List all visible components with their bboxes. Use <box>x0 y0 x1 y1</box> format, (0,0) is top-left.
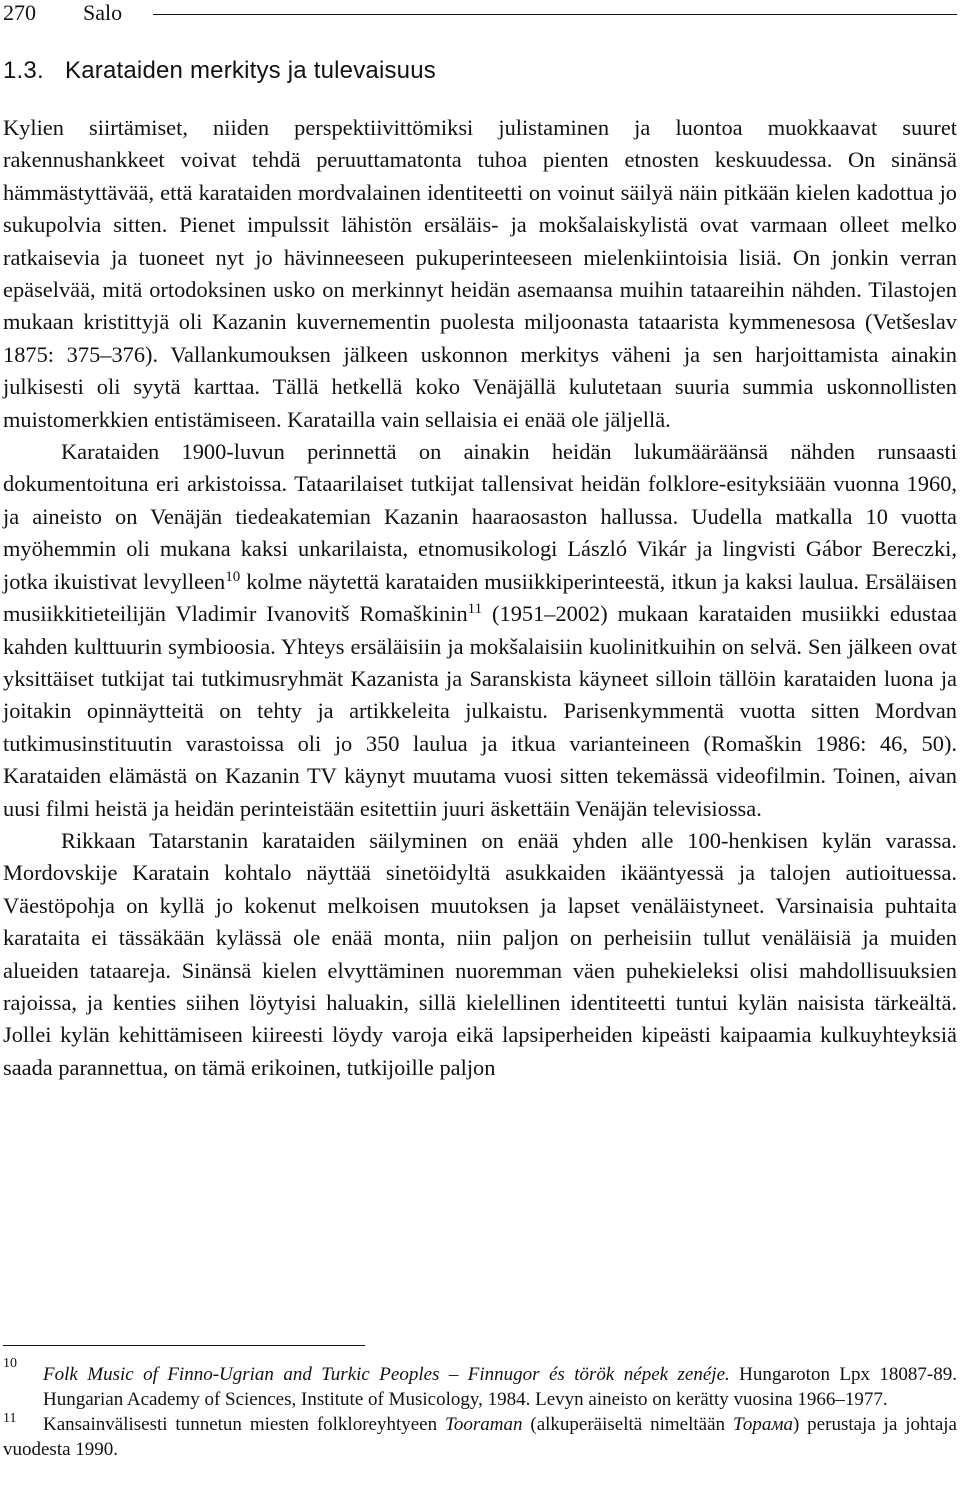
section-heading <box>3 56 953 86</box>
footnote-11: 11 Kansainvälisesti tunnetun miesten folkloreyhtyeen Tooraman (alkuperäiseltä nimeltään Торама) perustaja ja johtaja vuodesta 1990. <box>3 1411 957 1460</box>
running-head-author: Salo <box>83 0 123 25</box>
footnote-11-italic-b: Торама <box>732 1414 793 1435</box>
footnote-11-text-a: Kansainvälisesti tunnetun miesten folkloreyhtyeen <box>43 1414 446 1435</box>
footnote-ref-10[interactable]: 10 <box>225 568 241 585</box>
footnotes <box>3 1356 957 1462</box>
section-number: 1.3. <box>3 57 44 84</box>
footnote-10-text: Hungaroton Lpx 18087-89. Hungarian Academy of Sciences, Institute of Musicology, 1984. Levyn aineisto on kerätty vuosina 1966–1977. <box>43 1364 957 1410</box>
running-head <box>3 0 957 30</box>
footnote-10: 10 Folk Music of Finno-Ugrian and Turkic Peoples – Finnugor és török népek zenéje. Hungaroton Lpx 18087-89. Hungarian Academy of Sciences, Institute of Musicology, 1984. Levyn aineisto on kerätty vuosina 1966–1977. <box>3 1356 957 1410</box>
footnote-separator <box>3 1345 365 1346</box>
paragraph-1-text: Kylien siirtämiset, niiden perspektiivittömiksi julistaminen ja luontoa muokkaavat suuret rakennushankkeet voivat tehdä peruuttamatonta tuhoa pienten etnosten keskuudessa. On sinänsä hämmästyttävää, että karataiden mordvalainen identiteetti on voinut säilyä näin pitkään kielen kadottua jo sukupolvia sitten. Pienet impulssit lähistön ersäläis- ja mokšalaiskylistä ovat varmaan olleet melko ratkaisevia ja tuoneet nyt jo hävinneeseen pukuperinteeseen mielenkiintoisia lisiä. On jonkin verran epäselvää, mitä ortodoksinen usko on merkinnyt heidän asemaansa muihin tataareihin nähden. Tilastojen mukaan kristittyjä oli Kazanin kuvernementin puolesta miljoonasta tataarista kymmenesosa (Vetšeslav 1875: 375–376). Vallankumouksen jälkeen uskonnon merkitys väheni ja sen harjoittamista ainakin julkisesti oli syytä karttaa. Tällä hetkellä koko Venäjällä kulutetaan suuria summia uskonnollisten muistomerkkien entistämiseen. Karatailla vain sellaisia ei enää ole jäljellä. <box>3 115 957 432</box>
footnote-11-text-b: (alkuperäiseltä nimeltään <box>522 1414 733 1435</box>
paragraph-3 <box>3 825 957 1084</box>
body-text <box>3 112 957 1084</box>
footnote-10-italic: Folk Music of Finno-Ugrian and Turkic Peoples – Finnugor és török népek zenéje. <box>43 1364 730 1385</box>
paragraph-2-text-a: Karataiden 1900-luvun perinnettä on ainakin heidän lukumääräänsä nähden runsaasti dokumentoituna eri arkistoissa. Tataarilaiset tutkijat tallensivat heidän folklore-esityksiään vuonna 1960, ja aineisto on Venäjän tiedeakatemian Kazanin haaraosaston hallussa. Uudella matkalla 10 vuotta myöhemmin oli mukana kaksi unkarilaista, etnomusikologi László Vikár ja lingvisti Gábor Bereczki, jotka ikuistivat levylleen <box>3 439 957 594</box>
footnote-11-italic-a: Tooraman <box>445 1414 523 1435</box>
paragraph-1 <box>3 112 957 436</box>
paragraph-2-text-b: kolme näytettä karataiden musiikkiperinteestä, itkun ja kaksi laulua. Ersäläisen musiikkitieteilijän Vladimir Ivanovitš Romaškinin <box>3 568 957 627</box>
header-rule <box>153 14 957 15</box>
footnote-ref-11[interactable]: 11 <box>467 601 483 618</box>
paragraph-2-text-c: (1951–2002) mukaan karataiden musiikki edustaa kahden kulttuurin symbioosia. Yhteys ersäläisiin ja mokšalaisiin kuolinitkuihin on selvä. Sen jälkeen ovat yksittäiset tutkijat tai tutkimusryhmät Kazanista ja Saranskista käyneet silloin tällöin karataiden luona ja joitakin opinnäytteitä on tehty ja artikkeleita julkaistu. Parisenkymmentä vuotta sitten Mordvan tutkimusinstituutin varastoissa oli jo 350 laulua ja itkua varianteineen (Romaškin 1986: 46, 50). Karataiden elämästä on Kazanin TV käynyt muutama vuosi sitten tekemässä videofilmin. Toinen, aivan uusi filmi heistä ja heidän perinteistään esitettiin juuri äskettäin Venäjän televisiossa. <box>3 601 957 821</box>
footnote-11-text-c: ) perustaja ja johtaja vuodesta 1990. <box>3 1414 957 1460</box>
section-title: Karataiden merkitys ja tulevaisuus <box>65 57 436 84</box>
paragraph-2 <box>3 436 957 825</box>
paragraph-3-text: Rikkaan Tatarstanin karataiden säilyminen on enää yhden alle 100-henkisen kylän varassa. Mordovskije Karatain kohtalo näyttää sinetöidyltä asukkaiden ikääntyessä ja talojen autioituessa. Väestöpohja on kyllä jo kokenut melkoisen muutoksen ja lapset venäläistyneet. Varsinaisia puhtaita karataita ei tässäkään kylässä ole enää monta, niin paljon on perheisiin tullut venäläisiä ja muiden alueiden tataareja. Sinänsä kielen elvyttäminen nuoremman väen puhekieleksi olisi mahdollisuuksien rajoissa, ja kenties siihen löytyisi haluakin, sillä kielellinen identiteetti tuntui kylän naisista tärkeältä. Jollei kylän kehittämiseen kiireesti löydy varoja eikä lapsiperheiden kipeästi kaipaamia kulkuyhteyksiä saada parannettua, on tämä erikoinen, tutkijoille paljon <box>3 827 957 1080</box>
page-number: 270 <box>3 0 36 25</box>
